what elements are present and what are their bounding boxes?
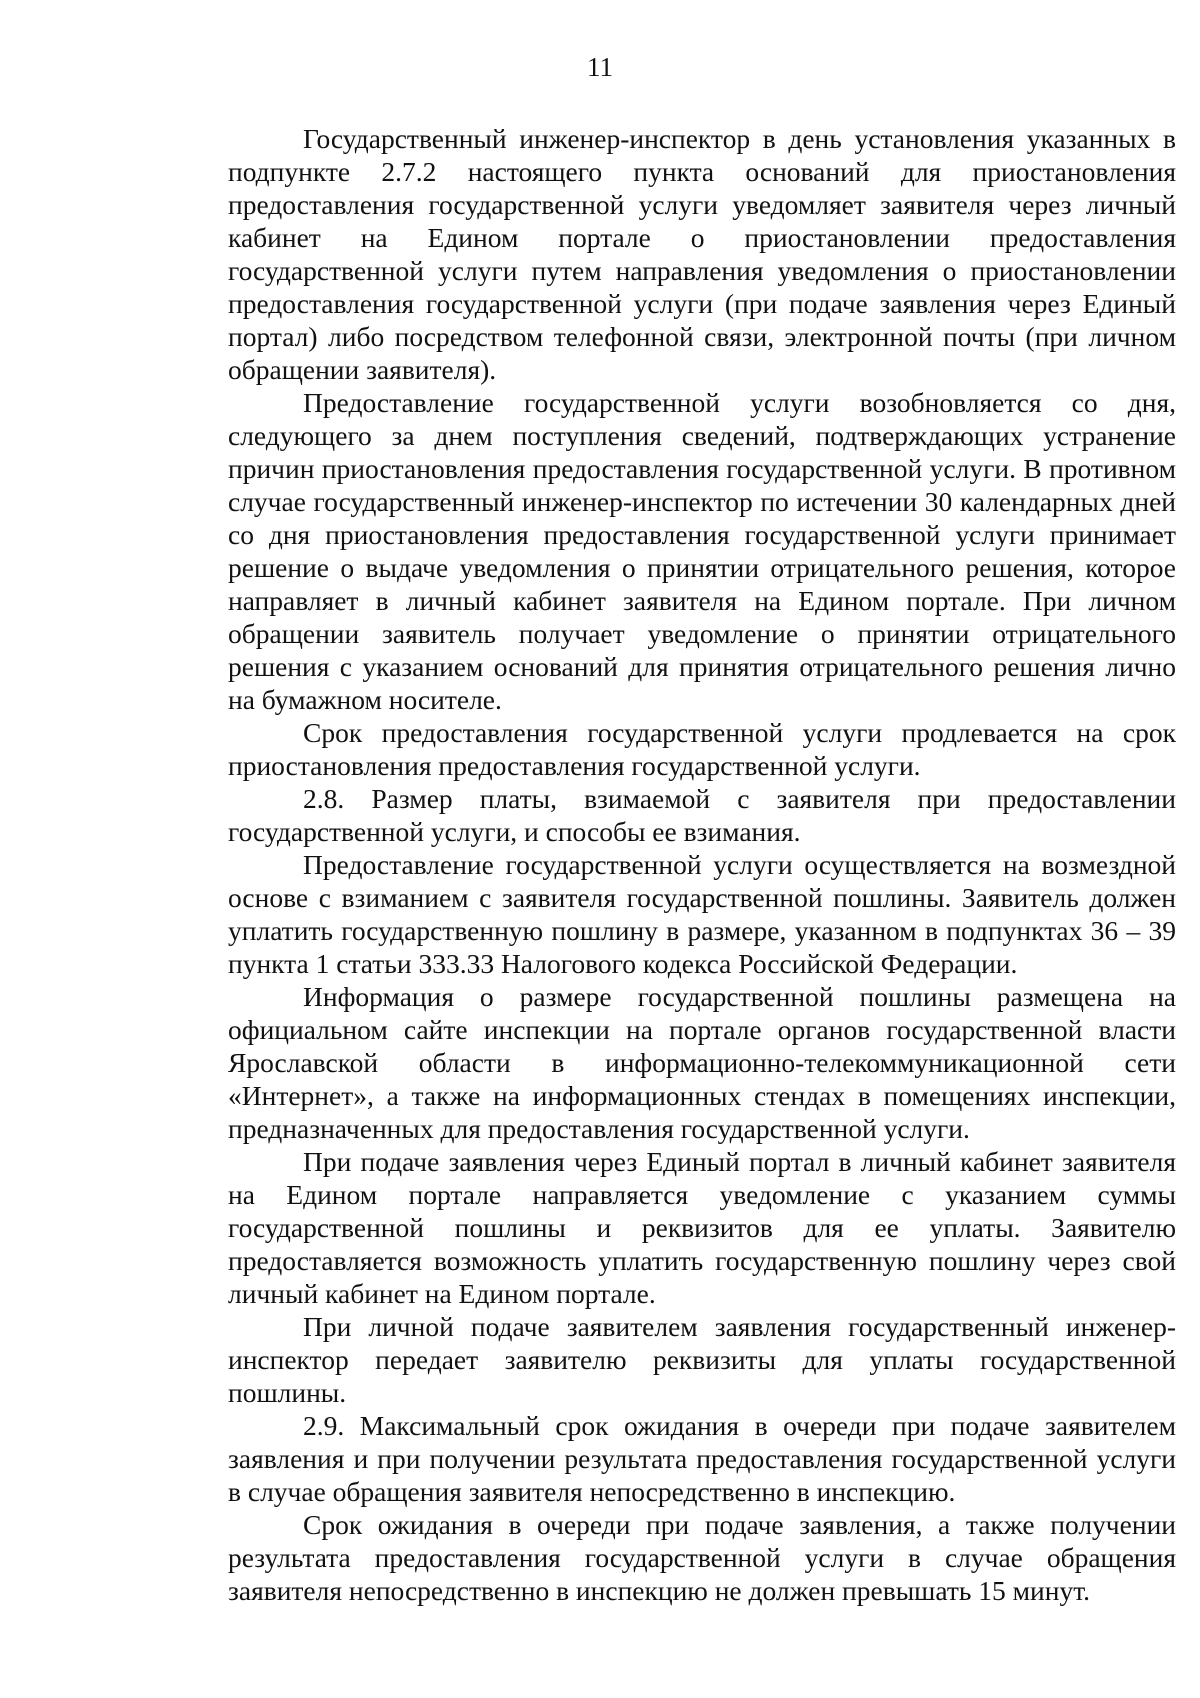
section-2-9-heading: 2.9. Максимальный срок ожидания в очереди при подаче заявителем заявления и при получении результата предоставления государственной услуги в случае обращения заявителя непосредственно в инспекцию.: [228, 1410, 1176, 1507]
paragraph-fee-information: Информация о размере государственной пошлины размещена на официальном сайте инспекции на портале органов государственной власти Ярославской области в информационно-телекоммуникационной сети «Интернет», а также на информационных стендах в помещениях инспекции, предназначенных для предоставления государственной услуги.: [228, 981, 1176, 1144]
paragraph-in-person-payment: При личной подаче заявителем заявления государственный инженер-инспектор передает заявителю реквизиты для уплаты государственной пошлины.: [228, 1311, 1176, 1408]
paragraph-queue-wait-time: Срок ожидания в очереди при подаче заявления, а также получении результата предоставления государственной услуги в случае обращения заявителя непосредственно в инспекцию не должен превышать 15 минут.: [228, 1509, 1176, 1606]
paragraph-state-fee: Предоставление государственной услуги осуществляется на возмездной основе с взиманием с заявителя государственной пошлины. Заявитель должен уплатить государственную пошлину в размере, указанном в подпунктах 36 – 39 пункта 1 статьи 333.33 Налогового кодекса Российской Федерации.: [228, 849, 1176, 979]
paragraph-suspension-notification: Государственный инженер-инспектор в день установления указанных в подпункте 2.7.2 настоящего пункта оснований для приостановления предоставления государственной услуги уведомляет заявителя через личный кабинет на Едином портале о приостановлении предоставления государственной услуги путем направления уведомления о приостановлении предоставления государственной услуги (при подаче заявления через Единый портал) либо посредством телефонной связи, электронной почты (при личном обращении заявителя).: [228, 123, 1176, 385]
section-2-8-heading: 2.8. Размер платы, взимаемой с заявителя при предоставлении государственной услуги, и способы ее взимания.: [228, 783, 1176, 847]
paragraph-term-extension: Срок предоставления государственной услуги продлевается на срок приостановления предоставления государственной услуги.: [228, 717, 1176, 781]
page-number: 11: [587, 52, 613, 82]
paragraph-portal-payment: При подаче заявления через Единый портал в личный кабинет заявителя на Едином портале направляется уведомление с указанием суммы государственной пошлины и реквизитов для ее уплаты. Заявителю предоставляется возможность уплатить государственную пошлину через свой личный кабинет на Едином портале.: [228, 1146, 1176, 1309]
paragraph-service-resumption: Предоставление государственной услуги возобновляется со дня, следующего за днем поступления сведений, подтверждающих устранение причин приостановления предоставления государственной услуги. В противном случае государственный инженер-инспектор по истечении 30 календарных дней со дня приостановления предоставления государственной услуги принимает решение о выдаче уведомления о принятии отрицательного решения, которое направляет в личный кабинет заявителя на Едином портале. При личном обращении заявитель получает уведомление о принятии отрицательного решения с указанием оснований для принятия отрицательного решения лично на бумажном носителе.: [228, 387, 1176, 715]
document-body: [228, 122, 1176, 1607]
